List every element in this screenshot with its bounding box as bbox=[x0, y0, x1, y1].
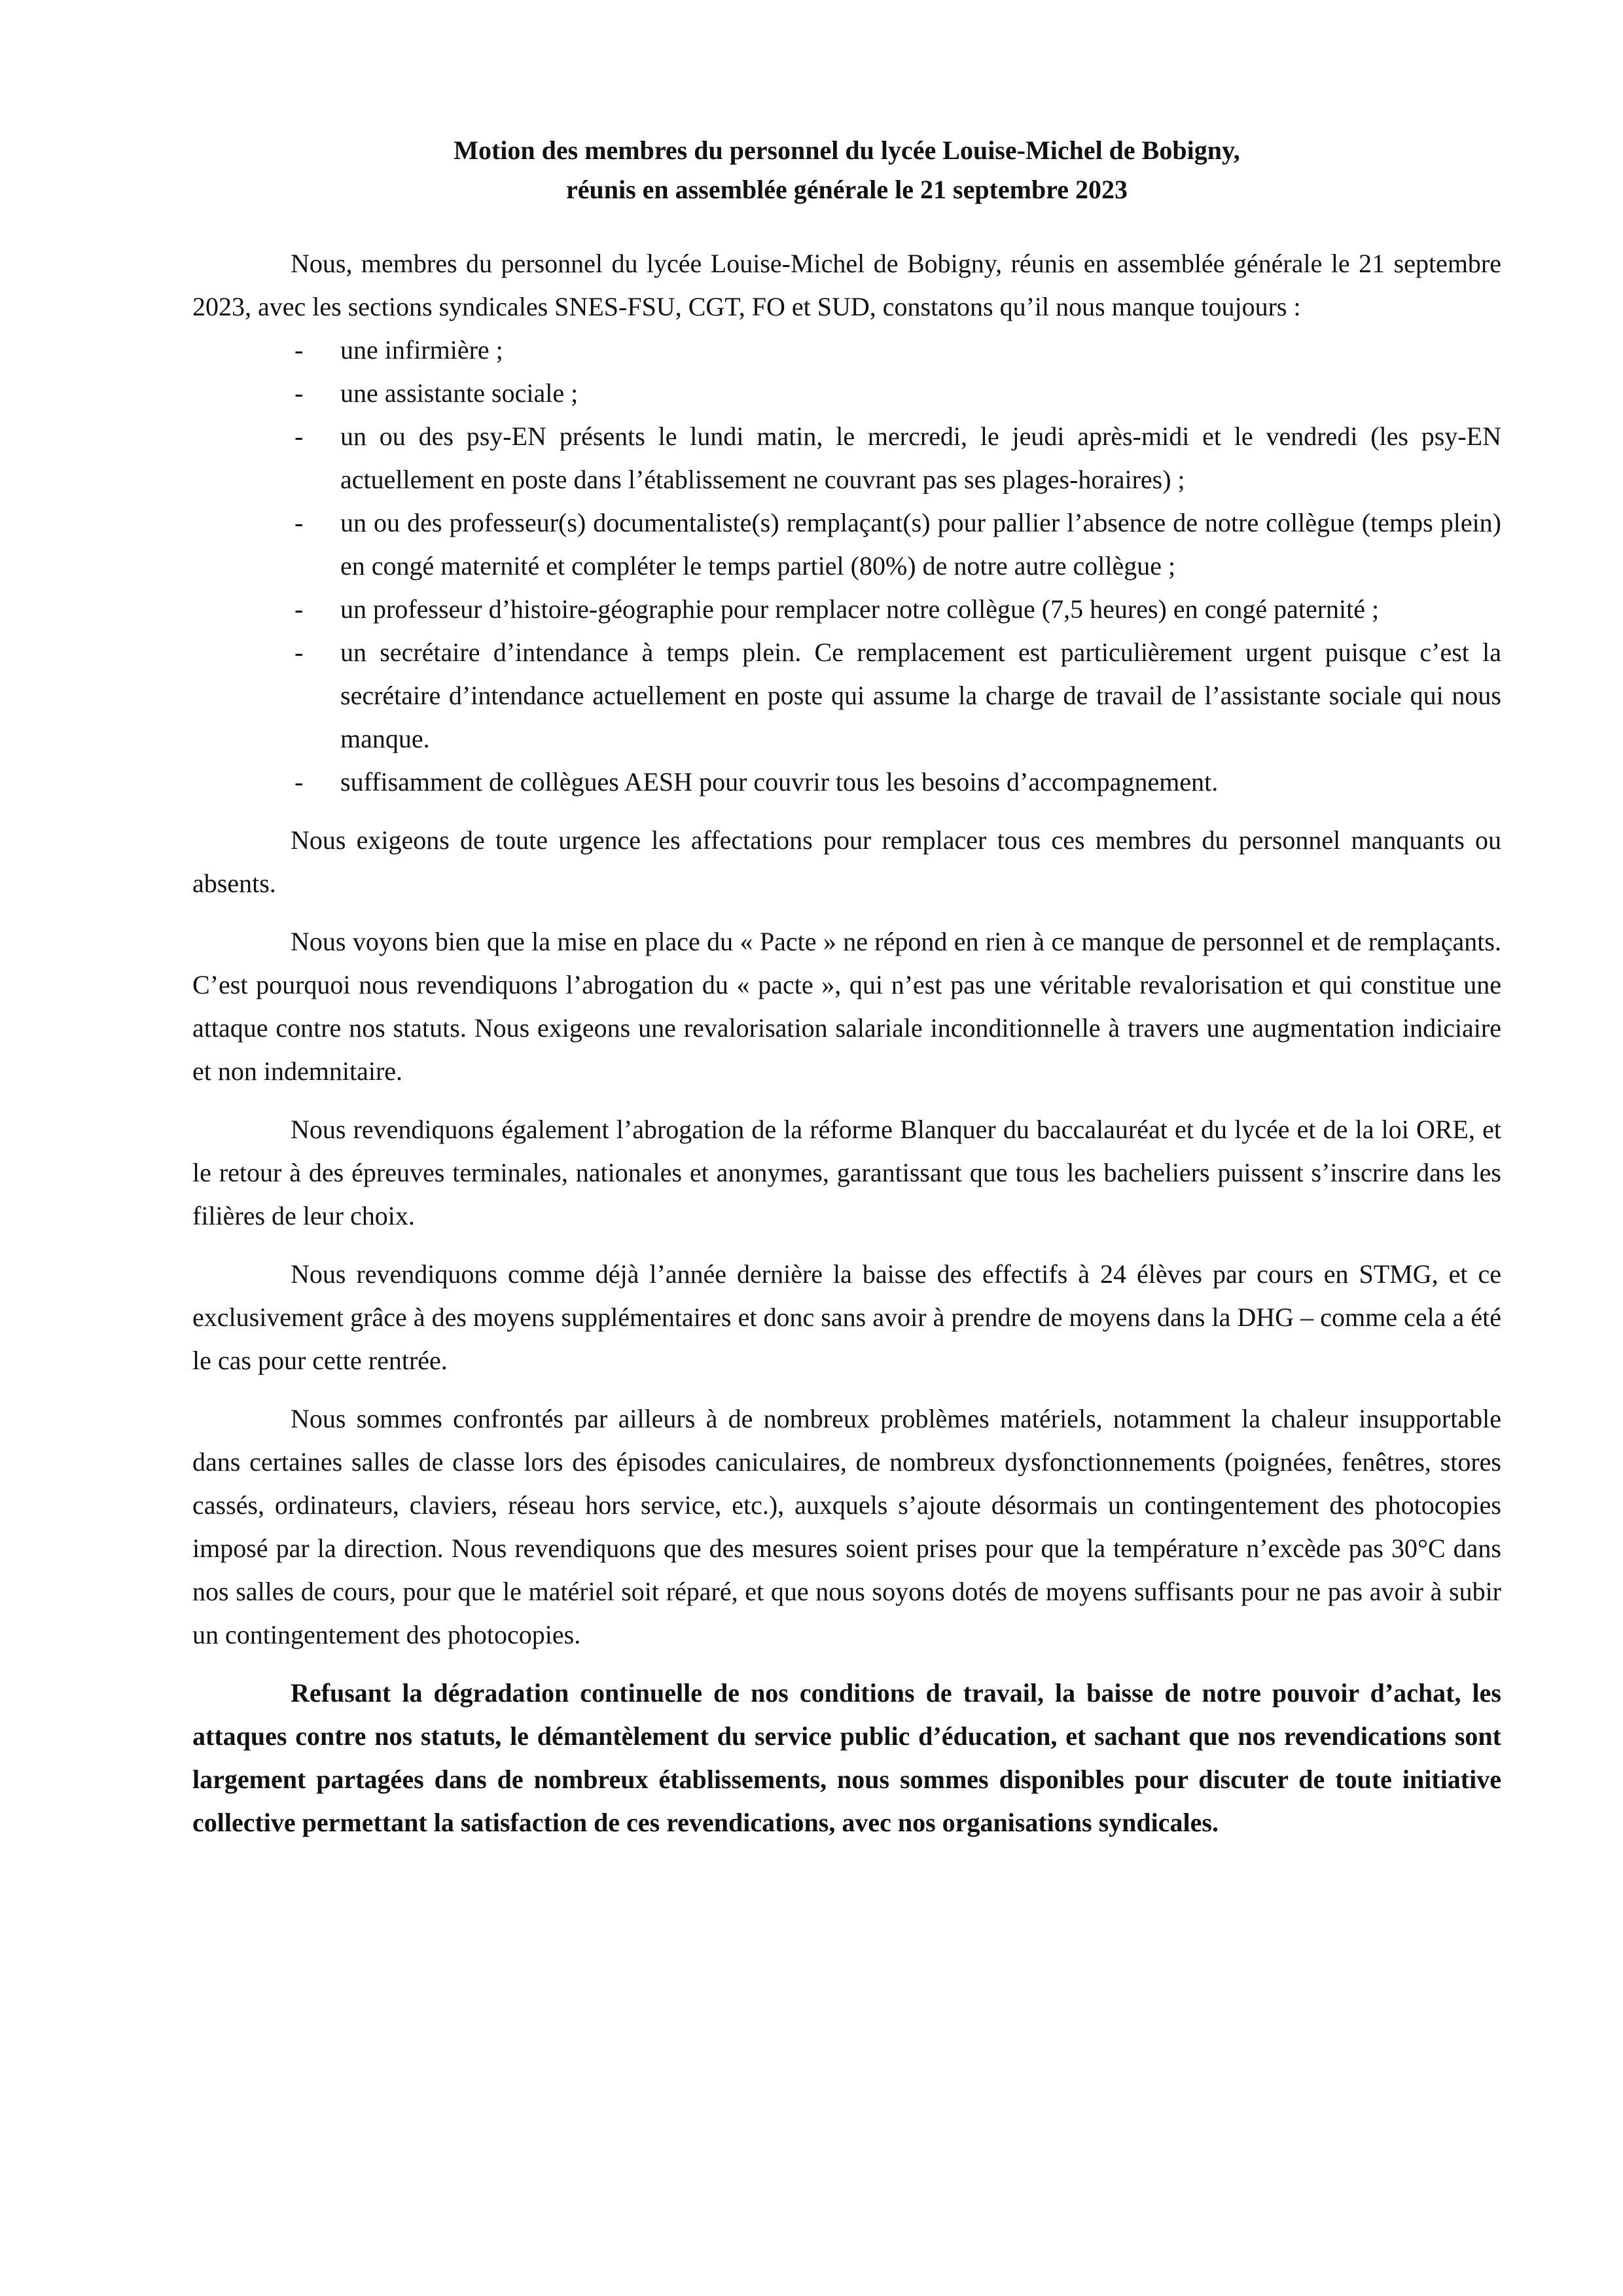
list-item bbox=[192, 415, 1501, 501]
bullet-dash: - bbox=[294, 508, 304, 537]
list-item-text: une infirmière ; bbox=[340, 335, 503, 365]
title-line-1: Motion des membres du personnel du lycée Louise-Michel de Bobigny, bbox=[454, 135, 1240, 165]
list-item bbox=[192, 372, 1501, 415]
list-item-text: un secrétaire d’intendance à temps plein. Ce remplacement est particulièrement urgent puisque c’est la secrétaire d’intendance actuellement en poste qui assume la charge de travail de l’assistante sociale qui nous manque. bbox=[340, 637, 1501, 753]
bullet-dash: - bbox=[294, 422, 304, 451]
paragraph-effectifs: Nous revendiquons comme déjà l’année dernière la baisse des effectifs à 24 élèves par cours en STMG, et ce exclusivement grâce à des moyens supplémentaires et donc sans avoir à prendre de moyens dans la DHG – comme cela a été le cas pour cette rentrée. bbox=[192, 1259, 1501, 1375]
list-item-text: suffisamment de collègues AESH pour couvrir tous les besoins d’accompagnement. bbox=[340, 767, 1219, 797]
list-item-text: une assistante sociale ; bbox=[340, 378, 579, 408]
needs-list bbox=[192, 329, 1501, 804]
paragraph-pacte: Nous voyons bien que la mise en place du « Pacte » ne répond en rien à ce manque de personnel et de remplaçants. C’est pourquoi nous revendiquons l’abrogation du « pacte », qui n’est pas une véritable revalorisation et qui constitue une attaque contre nos statuts. Nous exigeons une revalorisation salariale inconditionnelle à travers une augmentation indiciaire et non indemnitaire. bbox=[192, 927, 1501, 1086]
list-item bbox=[192, 329, 1501, 372]
list-item bbox=[192, 501, 1501, 588]
conclusion-paragraph: Refusant la dégradation continuelle de nos conditions de travail, la baisse de notre pouvoir d’achat, les attaques contre nos statuts, le démantèlement du service public d’éducation, et sachant que nos revendications sont largement partagées dans de nombreux établissements, nous sommes disponibles pour discuter de toute initiative collective permettant la satisfaction de ces revendications, avec nos organisations syndicales. bbox=[192, 1678, 1501, 1837]
list-item bbox=[192, 631, 1501, 761]
bullet-dash: - bbox=[294, 767, 304, 797]
bullet-dash: - bbox=[294, 378, 304, 408]
bullet-dash: - bbox=[294, 594, 304, 624]
list-item-text: un ou des professeur(s) documentaliste(s) remplaçant(s) pour pallier l’absence de notre collègue (temps plein) en congé maternité et compléter le temps partiel (80%) de notre autre collègue ; bbox=[340, 508, 1501, 581]
list-item bbox=[192, 761, 1501, 804]
paragraph-urgency: Nous exigeons de toute urgence les affectations pour remplacer tous ces membres du personnel manquants ou absents. bbox=[192, 825, 1501, 898]
bullet-dash: - bbox=[294, 335, 304, 365]
paragraph-reforme: Nous revendiquons également l’abrogation de la réforme Blanquer du baccalauréat et du lycée et de la loi ORE, et le retour à des épreuves terminales, nationales et anonymes, garantissant que tous les bacheliers puissent s’inscrire dans les filières de leur choix. bbox=[192, 1115, 1501, 1230]
paragraph-materiel: Nous sommes confrontés par ailleurs à de nombreux problèmes matériels, notamment la chaleur insupportable dans certaines salles de classe lors des épisodes caniculaires, de nombreux dysfonctionnements (poignées, fenêtres, stores cassés, ordinateurs, claviers, réseau hors service, etc.), auxquels s’ajoute désormais un contingentement des photocopies imposé par la direction. Nous revendiquons que des mesures soient prises pour que la température n’excède pas 30°C dans nos salles de cours, pour que le matériel soit réparé, et que nous soyons dotés de moyens suffisants pour ne pas avoir à subir un contingentement des photocopies. bbox=[192, 1404, 1501, 1649]
intro-paragraph: Nous, membres du personnel du lycée Louise-Michel de Bobigny, réunis en assemblée générale le 21 septembre 2023, avec les sections syndicales SNES-FSU, CGT, FO et SUD, constatons qu’il nous manque toujours : bbox=[192, 249, 1501, 321]
bullet-dash: - bbox=[294, 637, 304, 667]
list-item-text: un professeur d’histoire-géographie pour remplacer notre collègue (7,5 heures) en congé paternité ; bbox=[340, 594, 1380, 624]
document-title bbox=[192, 131, 1501, 209]
list-item bbox=[192, 588, 1501, 631]
list-item-text: un ou des psy-EN présents le lundi matin, le mercredi, le jeudi après-midi et le vendredi (les psy-EN actuellement en poste dans l’établissement ne couvrant pas ses plages-horaires) ; bbox=[340, 422, 1501, 494]
document-page bbox=[192, 131, 1501, 1859]
title-line-2: réunis en assemblée générale le 21 septembre 2023 bbox=[566, 175, 1128, 204]
